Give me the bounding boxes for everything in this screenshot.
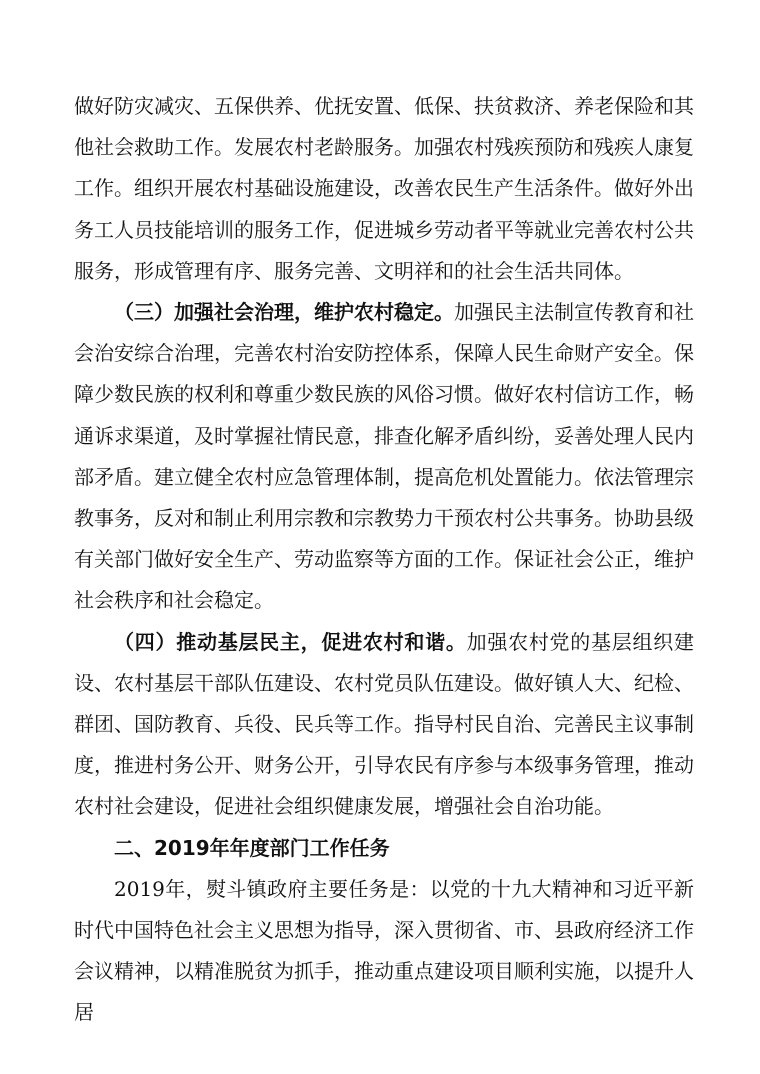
- paragraph-text: 加强农村党的基层组织建设、农村基层干部队伍建设、农村党员队伍建设。做好镇人大、纪检、群团、国防教育、兵役、民兵等工作。指导村民自治、完善民主议事制度，推进村务公开、财务公开，引导农民有序参与本级事务管理，推动农村社会建设，促进社会组织健康发展，增强社会自治功能。: [74, 629, 695, 819]
- paragraph-text: 加强民主法制宣传教育和社会治安综合治理，完善农村治安防控体系，保障人民生命财产安全。保障少数民族的权利和尊重少数民族的风俗习惯。做好农村信访工作，畅通诉求渠道，及时掌握社情民意，排查化解矛盾纠纷，妥善处理人民内部矛盾。建立健全农村应急管理体制，提高危机处置能力。依法管理宗教事务，反对和制止利用宗教和宗教势力干预农村公共事务。协助县级有关部门做好安全生产、劳动监察等方面的工作。保证社会公正，维护社会秩序和社会稳定。: [74, 300, 694, 613]
- paragraph-grassroots-democracy: [74, 622, 694, 828]
- paragraph-lead-heading: （四）推动基层民主，促进农村和谐。: [114, 629, 467, 654]
- section-heading: 二、2019年年度部门工作任务: [114, 835, 390, 860]
- paragraph-text: 做好防灾减灾、五保供养、优抚安置、低保、扶贫救济、养老保险和其他社会救助工作。发展农村老龄服务。加强农村残疾预防和残疾人康复工作。组织开展农村基础设施建设，改善农民生产生活条件。做好外出务工人员技能培训的服务工作，促进城乡劳动者平等就业完善农村公共服务，形成管理有序、服务完善、文明祥和的社会生活共同体。: [74, 94, 694, 283]
- document-body: [74, 86, 694, 1034]
- paragraph-social-assistance: [74, 86, 694, 292]
- paragraph-lead-heading: （三）加强社会治理，维护农村稳定。: [114, 300, 454, 325]
- paragraph-2019-tasks: [74, 869, 694, 1034]
- paragraph-text: 2019年，熨斗镇政府主要任务是：以党的十九大精神和习近平新时代中国特色社会主义思想为指导，深入贯彻省、市、县政府经济工作会议精神，以精准脱贫为抓手，推动重点建设项目顺利实施，以提升人居: [74, 876, 694, 1025]
- paragraph-social-governance: [74, 292, 694, 622]
